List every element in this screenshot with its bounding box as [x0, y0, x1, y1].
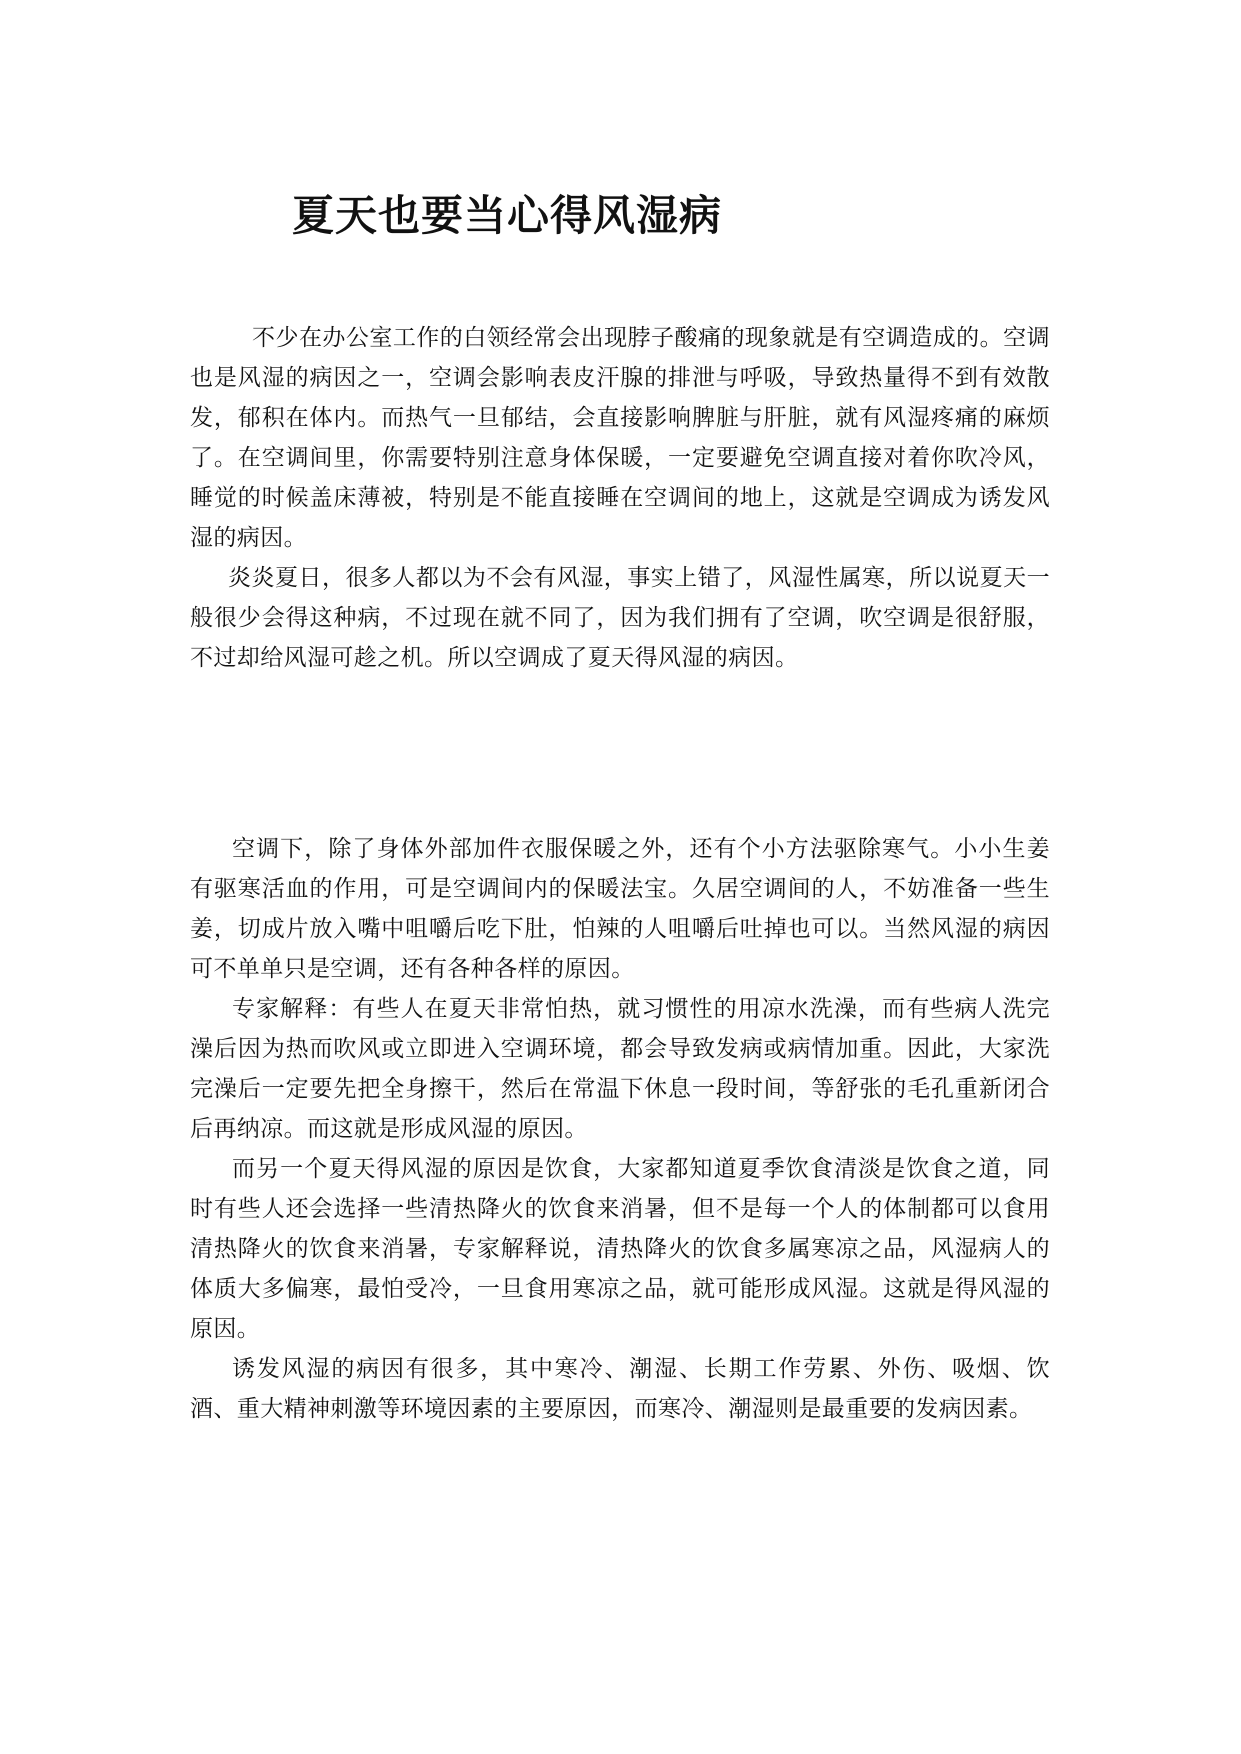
- paragraph-4: 专家解释：有些人在夏天非常怕热，就习惯性的用凉水洗澡，而有些病人洗完澡后因为热而吹风或立即进入空调环境，都会导致发病或病情加重。因此，大家洗完澡后一定要先把全身擦干，然后在常温下休息一段时间，等舒张的毛孔重新闭合后再纳凉。而这就是形成风湿的原因。: [190, 996, 1050, 1142]
- page-title: 夏天也要当心得风湿病: [292, 191, 723, 240]
- paragraph-5: 而另一个夏天得风湿的原因是饮食，大家都知道夏季饮食清淡是饮食之道，同时有些人还会选择一些清热降火的饮食来消暑，但不是每一个人的体制都可以食用清热降火的饮食来消暑，专家解释说，清热降火的饮食多属寒凉之品，风湿病人的体质大多偏寒，最怕受冷，一旦食用寒凉之品，就可能形成风湿。这就是得风湿的原因。: [190, 1156, 1050, 1342]
- paragraph-1: 不少在办公室工作的白领经常会出现脖子酸痛的现象就是有空调造成的。空调也是风湿的病因之一，空调会影响表皮汗腺的排泄与呼吸，导致热量得不到有效散发，郁积在体内。而热气一旦郁结，会直接影响脾脏与肝脏，就有风湿疼痛的麻烦了。在空调间里，你需要特别注意身体保暖，一定要避免空调直接对着你吹冷风，睡觉的时候盖床薄被，特别是不能直接睡在空调间的地上，这就是空调成为诱发风湿的病因。: [190, 325, 1050, 551]
- paragraph-2: 炎炎夏日，很多人都以为不会有风湿，事实上错了，风湿性属寒，所以说夏天一般很少会得这种病，不过现在就不同了，因为我们拥有了空调，吹空调是很舒服，不过却给风湿可趁之机。所以空调成了夏天得风湿的病因。: [190, 565, 1050, 671]
- paragraph-6: 诱发风湿的病因有很多，其中寒冷、潮湿、长期工作劳累、外伤、吸烟、饮酒、重大精神刺激等环境因素的主要原因，而寒冷、潮湿则是最重要的发病因素。: [190, 1356, 1050, 1422]
- text-block-2: [190, 829, 1050, 1429]
- paragraph-3: 空调下，除了身体外部加件衣服保暖之外，还有个小方法驱除寒气。小小生姜有驱寒活血的作用，可是空调间内的保暖法宝。久居空调间的人，不妨准备一些生姜，切成片放入嘴中咀嚼后吃下肚，怕辣的人咀嚼后吐掉也可以。当然风湿的病因可不单单只是空调，还有各种各样的原因。: [190, 836, 1050, 982]
- text-block-1: [190, 318, 1050, 678]
